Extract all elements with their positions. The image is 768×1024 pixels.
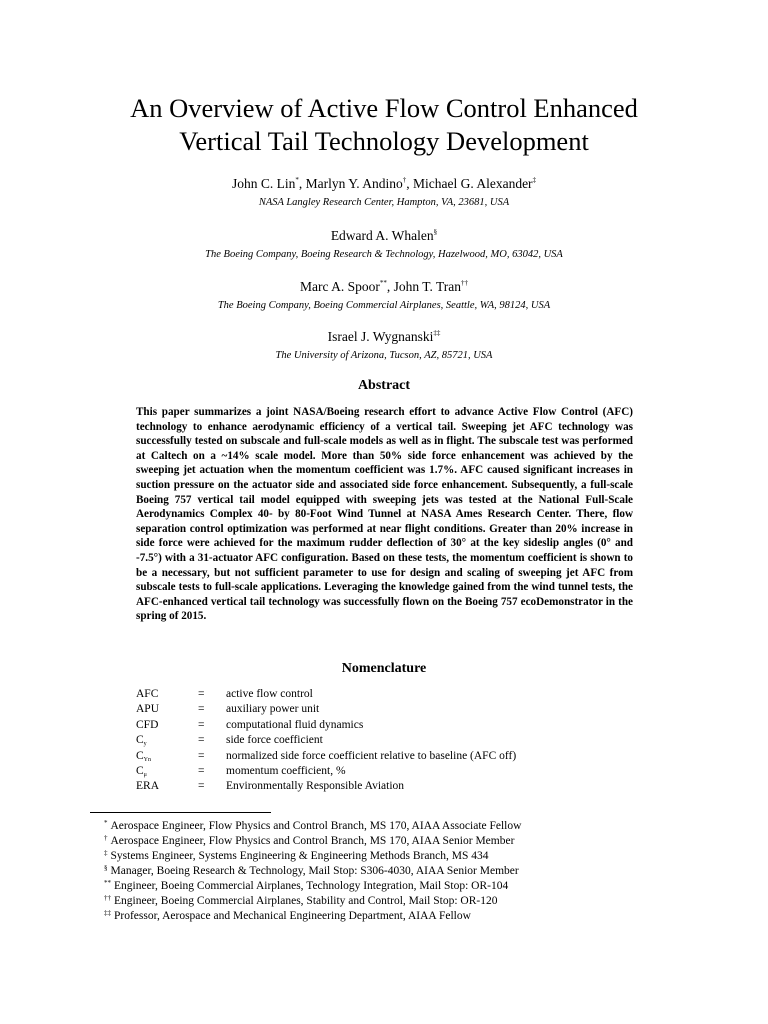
author-affiliation: The University of Arizona, Tucson, AZ, 85721, USA	[275, 350, 493, 361]
footnote: § Manager, Boeing Research & Technology, Mail Stop: S306-4030, AIAA Senior Member	[104, 864, 519, 877]
author-footnote-mark: ††	[461, 279, 469, 287]
author-name: Marc A. Spoor	[299, 279, 380, 294]
nomenclature-definition: side force coefficient	[226, 734, 323, 747]
author-name: Michael G. Alexander	[412, 176, 533, 191]
symbol-subscript: μ	[143, 771, 147, 778]
author-group-3	[60, 279, 708, 313]
footnote: † Aerospace Engineer, Flow Physics and Control Branch, MS 170, AIAA Senior Member	[104, 834, 515, 847]
symbol-text: AFC	[136, 688, 159, 700]
symbol-text: APU	[136, 703, 160, 716]
symbol-text: ERA	[136, 780, 159, 793]
symbol-text: C	[136, 734, 144, 747]
footnote-text: Aerospace Engineer, Flow Physics and Control Branch, MS 170, AIAA Associate Fellow	[110, 820, 522, 832]
nomenclature-symbol	[136, 779, 198, 794]
nomenclature-definition: auxiliary power unit	[226, 703, 320, 716]
nomenclature-definition: normalized side force coefficient relative to baseline (AFC off)	[226, 749, 517, 762]
nomenclature-definition: computational fluid dynamics	[226, 718, 364, 731]
nomenclature-entry	[136, 779, 516, 794]
nomenclature-equals: =	[198, 764, 205, 777]
footnote-divider	[90, 812, 271, 813]
footnote-text: Manager, Boeing Research & Technology, Mail Stop: S306-4030, AIAA Senior Member	[110, 865, 519, 877]
author-name: John C. Lin	[231, 176, 296, 191]
nomenclature-equals: =	[198, 780, 205, 793]
nomenclature-list	[136, 687, 516, 795]
footnote-text: Engineer, Boeing Commercial Airplanes, Stability and Control, Mail Stop: OR-120	[114, 895, 498, 907]
author-affiliation: The Boeing Company, Boeing Research & Technology, Hazelwood, MO, 63042, USA	[205, 249, 563, 260]
symbol-text: C	[136, 764, 144, 777]
author-names	[60, 228, 708, 244]
author-group-2	[60, 228, 708, 262]
author-footnote-mark: *	[295, 176, 299, 184]
footnote-text: Aerospace Engineer, Flow Physics and Control Branch, MS 170, AIAA Senior Member	[110, 835, 515, 847]
nomenclature-symbol	[136, 687, 198, 702]
author-group-4	[60, 329, 708, 363]
symbol-text: CFD	[136, 718, 159, 731]
nomenclature-symbol	[136, 764, 198, 779]
paper-title	[60, 92, 708, 158]
footnotes	[104, 819, 521, 924]
nomenclature-heading: Nomenclature	[341, 661, 427, 676]
author-name: Israel J. Wygnanski	[327, 329, 434, 344]
author-names: Marc A. Spoor**, John T. Tran††	[299, 279, 469, 294]
symbol-subscript: Yn	[143, 756, 152, 763]
author-footnote-mark: ‡‡	[433, 329, 441, 337]
footnote: * Aerospace Engineer, Flow Physics and Control Branch, MS 170, AIAA Associate Fellow	[104, 819, 522, 832]
footnote-text: Engineer, Boeing Commercial Airplanes, Technology Integration, Mail Stop: OR-104	[114, 880, 509, 892]
nomenclature-symbol	[136, 702, 198, 717]
title-line-2: Vertical Tail Technology Development	[179, 126, 589, 156]
nomenclature-symbol	[136, 718, 198, 733]
footnote-text: Professor, Aerospace and Mechanical Engineering Department, AIAA Fellow	[114, 910, 471, 922]
nomenclature-equals: =	[198, 749, 205, 762]
title-line-1: An Overview of Active Flow Control Enhanced	[130, 93, 638, 123]
nomenclature-entry	[136, 718, 516, 733]
author-affiliation: NASA Langley Research Center, Hampton, VA, 23681, USA	[258, 197, 510, 208]
nomenclature-definition: momentum coefficient, %	[226, 764, 346, 777]
author-name: John T. Tran	[393, 279, 462, 294]
author-name: Marlyn Y. Andino	[305, 176, 403, 191]
author-footnote-mark: ‡	[532, 176, 537, 184]
author-names	[60, 329, 708, 345]
author-footnote-mark: §	[433, 228, 438, 236]
nomenclature-entry	[136, 733, 516, 748]
author-footnote-mark: **	[379, 279, 387, 287]
footnote: ** Engineer, Boeing Commercial Airplanes, Technology Integration, Mail Stop: OR-104	[104, 879, 509, 892]
abstract-heading: Abstract	[357, 378, 411, 393]
abstract-text: This paper summarizes a joint NASA/Boeing research effort to advance Active Flow Control (AFC) technology to enhance aerodynamic efficiency of a vertical tail. Sweeping jet AFC technology was successfully tested on subscale and full-scale models as well as in flight. The subscale test was performed at Caltech on a ~14% scale model. More than 50% side force enhancement was achieved by the sweeping jet actuation when the momentum coefficient was 1.7%. AFC caused significant increases in suction pressure on the actuator side and associated side force enhancement. Subsequently, a full-scale Boeing 757 vertical tail model equipped with sweeping jets was tested at the National Full-Scale Aerodynamics Complex 40- by 80-Foot Wind Tunnel at NASA Ames Research Center. There, flow separation control optimization was performed at near flight conditions. Greater than 20% increase in side force were achieved for the maximum rudder deflection of 30° at the key sideslip angles (0° and -7.5°) with a 31-actuator AFC configuration. Based on these tests, the momentum coefficient is shown to be a necessary, but not sufficient parameter to use for design and scaling of sweeping jet AFC from subscale tests to full-scale applications. Leveraging the knowledge gained from the wind tunnel tests, the AFC-enhanced vertical tail technology was successfully flown on the Boeing 757 ecoDemonstrator in the spring of 2015.	[136, 406, 633, 623]
nomenclature-definition: Environmentally Responsible Aviation	[226, 780, 405, 793]
nomenclature-symbol	[136, 749, 198, 764]
nomenclature-equals: =	[198, 718, 205, 731]
author-names: John C. Lin*, Marlyn Y. Andino†, Michael G. Alexander‡	[231, 176, 537, 191]
footnote-text: Systems Engineer, Systems Engineering & Engineering Methods Branch, MS 434	[110, 850, 489, 862]
nomenclature-entry	[136, 749, 516, 764]
nomenclature-equals: =	[198, 703, 205, 716]
nomenclature-entry	[136, 764, 516, 779]
author-footnote-mark: †	[402, 176, 407, 184]
author-group-1	[60, 176, 708, 210]
author-name: Edward A. Whalen	[330, 228, 434, 243]
nomenclature-equals: =	[198, 734, 205, 747]
footnote: †† Engineer, Boeing Commercial Airplanes, Stability and Control, Mail Stop: OR-120	[104, 894, 498, 907]
nomenclature-symbol	[136, 733, 198, 748]
nomenclature-entry	[136, 702, 516, 717]
nomenclature-entry	[136, 687, 516, 702]
nomenclature-equals: =	[198, 688, 205, 700]
nomenclature-definition: active flow control	[226, 688, 313, 700]
footnote: ‡‡ Professor, Aerospace and Mechanical Engineering Department, AIAA Fellow	[104, 909, 471, 922]
symbol-text: C	[136, 749, 144, 762]
symbol-subscript: y	[143, 741, 147, 748]
author-affiliation: The Boeing Company, Boeing Commercial Airplanes, Seattle, WA, 98124, USA	[217, 300, 551, 311]
footnote: ‡ Systems Engineer, Systems Engineering & Engineering Methods Branch, MS 434	[104, 849, 489, 862]
